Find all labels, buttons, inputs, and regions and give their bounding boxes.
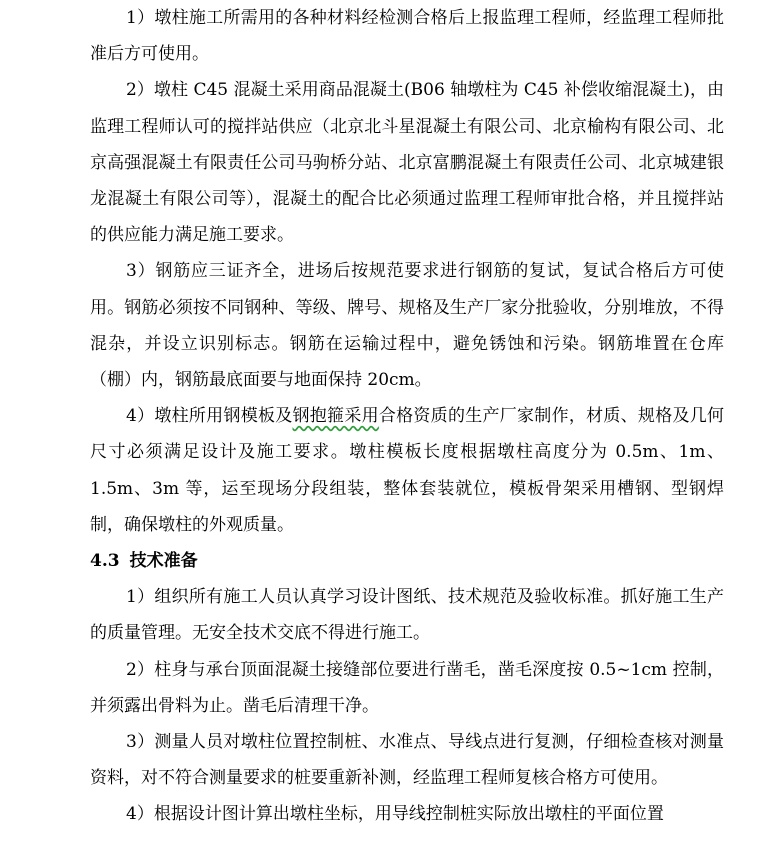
document-page [90, 0, 724, 833]
formwork-text-end: 合格资质的生产厂家制作，材质、规格及几何尺寸必须满足设计及施工要求。墩柱模板长度根据墩柱高度分为 0.5m、1m、1.5m、3m 等，运至现场分段组装，整体套装就位，模板骨架采用槽钢、型钢焊制，确保墩柱的外观质量。 [90, 406, 724, 535]
section-title: 技术准备 [129, 551, 198, 572]
paragraph-chiseling: 2）柱身与承台顶面混凝土接缝部位要进行凿毛，凿毛深度按 0.5~1cm 控制，并须露出骨料为止。凿毛后清理干净。 [90, 659, 724, 716]
paragraph-formwork [90, 398, 724, 543]
paragraph-coordinates: 4）根据设计图计算出墩柱坐标，用导线控制桩实际放出墩柱的平面位置 [126, 804, 664, 825]
formwork-text-start: 4）墩柱所用钢模板及 [126, 406, 293, 427]
paragraph-materials: 1）墩柱施工所需用的各种材料经检测合格后上报监理工程师，经监理工程师批准后方可使用。 [90, 8, 724, 65]
paragraph-survey: 3）测量人员对墩柱位置控制桩、水准点、导线点进行复测，仔细检查核对测量资料，对不符合测量要求的桩要重新补测，经监理工程师复核合格方可使用。 [90, 732, 724, 789]
section-heading [90, 543, 724, 579]
paragraph-training: 1）组织所有施工人员认真学习设计图纸、技术规范及验收标准。抓好施工生产的质量管理。无安全技术交底不得进行施工。 [90, 587, 724, 644]
paragraph-concrete: 2）墩柱 C45 混凝土采用商品混凝土(B06 轴墩柱为 C45 补偿收缩混凝土)，由监理工程师认可的搅拌站供应（北京北斗星混凝土有限公司、北京榆构有限公司、北京高强混凝土有限责任公司马驹桥分站、北京富鹏混凝土有限责任公司、北京城建银龙混凝土有限公司等），混凝土的配合比必须通过监理工程师审批合格，并且搅拌站的供应能力满足施工要求。 [90, 80, 724, 246]
paragraph-rebar: 3）钢筋应三证齐全，进场后按规范要求进行钢筋的复试，复试合格后方可使用。钢筋必须按不同钢种、等级、牌号、规格及生产厂家分批验收，分别堆放，不得混杂，并设立识别标志。钢筋在运输过程中，避免锈蚀和污染。钢筋堆置在仓库（棚）内，钢筋最底面要与地面保持 20cm。 [90, 261, 724, 391]
formwork-wavy-underlined-text: 钢抱箍采用 [292, 406, 379, 427]
section-number: 4.3 [90, 551, 120, 572]
